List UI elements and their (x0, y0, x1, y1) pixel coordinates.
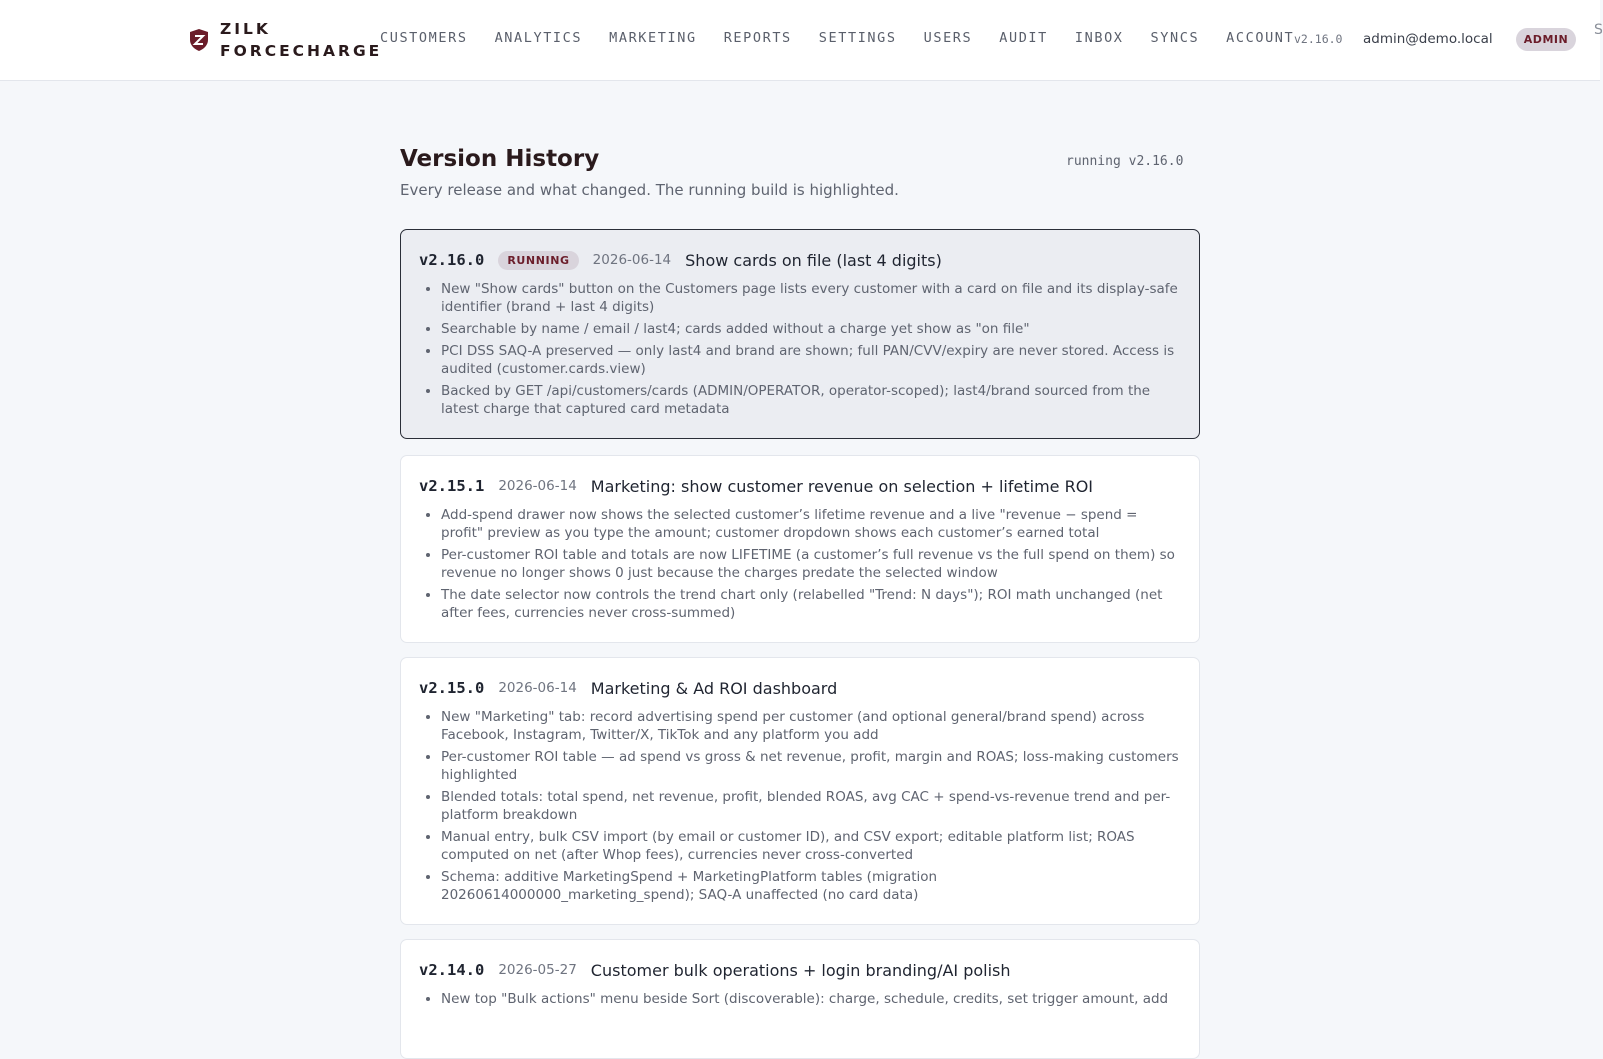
release-card-running (400, 229, 1200, 439)
release-date: 2026-05-27 (498, 962, 577, 978)
release-note: • PCI DSS SAQ-A preserved — only last4 and brand are shown; full PAN/CVV/expiry are never stored. Access is audited (customer.cards.view) (441, 342, 1181, 378)
release-note: • Add-spend drawer now shows the selected customer’s lifetime revenue and a live "revenue − spend = profit" preview as you type the amount; customer dropdown shows each customer’s earned total (441, 506, 1181, 542)
running-badge: RUNNING (498, 251, 578, 270)
release-notes (419, 506, 1181, 622)
nav-item-audit[interactable]: AUDIT (999, 30, 1048, 46)
nav-item-settings[interactable]: SETTINGS (818, 30, 897, 46)
truncated-nav-item[interactable]: S (1594, 22, 1603, 38)
release-note: • New "Show cards" button on the Customers page lists every customer with a card on file and its display-safe identifier (brand + last 4 digits) (441, 280, 1181, 316)
release-date: 2026-06-14 (498, 478, 577, 494)
nav-item-reports[interactable]: REPORTS (723, 30, 792, 46)
running-version-label: running v2.16.0 (1066, 154, 1184, 169)
role-badge: ADMIN (1516, 28, 1576, 51)
release-title: Customer bulk operations + login branding/AI polish (590, 960, 1011, 980)
release-note: • Manual entry, bulk CSV import (by email or customer ID), and CSV export; editable platform list; ROAS computed on net (after Whop fees), currencies never cross-converted (441, 828, 1181, 864)
release-card (400, 455, 1200, 643)
release-date: 2026-06-14 (592, 252, 672, 268)
release-version: v2.14.0 (419, 961, 485, 979)
nav-item-account[interactable]: ACCOUNT (1226, 30, 1295, 46)
top-nav-bar (0, 0, 1603, 81)
release-title: Marketing: show customer revenue on selection + lifetime ROI (590, 476, 1094, 496)
release-card (400, 939, 1200, 1059)
nav-item-inbox[interactable]: INBOX (1074, 30, 1124, 46)
release-note: • Per-customer ROI table — ad spend vs gross & net revenue, profit, margin and ROAS; loss-making customers highlighted (441, 748, 1181, 784)
release-date: 2026-06-14 (498, 680, 577, 696)
nav-item-customers[interactable]: CUSTOMERS (380, 30, 468, 46)
release-note: • The date selector now controls the trend chart only (relabelled "Trend: N days"); ROI math unchanged (net after fees, currencies never cross-summed) (441, 586, 1181, 622)
release-note: • Per-customer ROI table and totals are now LIFETIME (a customer’s full revenue vs the full spend on them) so revenue no longer shows 0 just because the charges predate the selected window (441, 546, 1181, 582)
release-note: • Backed by GET /api/customers/cards (ADMIN/OPERATOR, operator-scoped); last4/brand sourced from the latest charge that captured card metadata (441, 382, 1181, 418)
release-card (400, 657, 1200, 925)
release-note: • Schema: additive MarketingSpend + MarketingPlatform tables (migration 20260614000000_marketing_spend); SAQ-A unaffected (no card data) (441, 868, 1181, 904)
nav-item-analytics[interactable]: ANALYTICS (494, 30, 583, 46)
brand-logo[interactable] (188, 18, 382, 62)
page-subtitle: Every release and what changed. The running build is highlighted. (400, 181, 899, 199)
brand-name-line2: FORCECHARGE (220, 42, 383, 60)
release-version: v2.15.0 (419, 679, 485, 697)
nav-item-marketing[interactable]: MARKETING (609, 30, 697, 46)
main-nav (380, 30, 1321, 46)
release-version: v2.16.0 (419, 251, 485, 269)
app-version[interactable]: v2.16.0 (1294, 32, 1343, 46)
release-version: v2.15.1 (419, 477, 485, 495)
shield-logo-icon (188, 28, 210, 52)
release-note: • New "Marketing" tab: record advertising spend per customer (and optional general/brand spend) across Facebook, Instagram, Twitter/X, TikTok and any platform you add (441, 708, 1181, 744)
release-note: • Searchable by name / email / last4; cards added without a charge yet show as "on file" (441, 320, 1181, 338)
nav-item-syncs[interactable]: SYNCS (1150, 30, 1200, 46)
release-notes (419, 280, 1181, 418)
brand-name (220, 18, 382, 62)
nav-item-users[interactable]: USERS (923, 30, 973, 46)
page-title: Version History (400, 146, 600, 172)
release-note: • Blended totals: total spend, net revenue, profit, blended ROAS, avg CAC + spend-vs-revenue trend and per-platform breakdown (441, 788, 1181, 824)
release-notes (419, 990, 1181, 1008)
release-notes (419, 708, 1181, 904)
user-email: admin@demo.local (1363, 31, 1493, 47)
release-title: Show cards on file (last 4 digits) (685, 250, 942, 270)
brand-name-line1: ZILK (220, 20, 271, 38)
release-note: • New top "Bulk actions" menu beside Sort (discoverable): charge, schedule, credits, set trigger amount, add (441, 990, 1181, 1008)
release-title: Marketing & Ad ROI dashboard (590, 678, 838, 698)
